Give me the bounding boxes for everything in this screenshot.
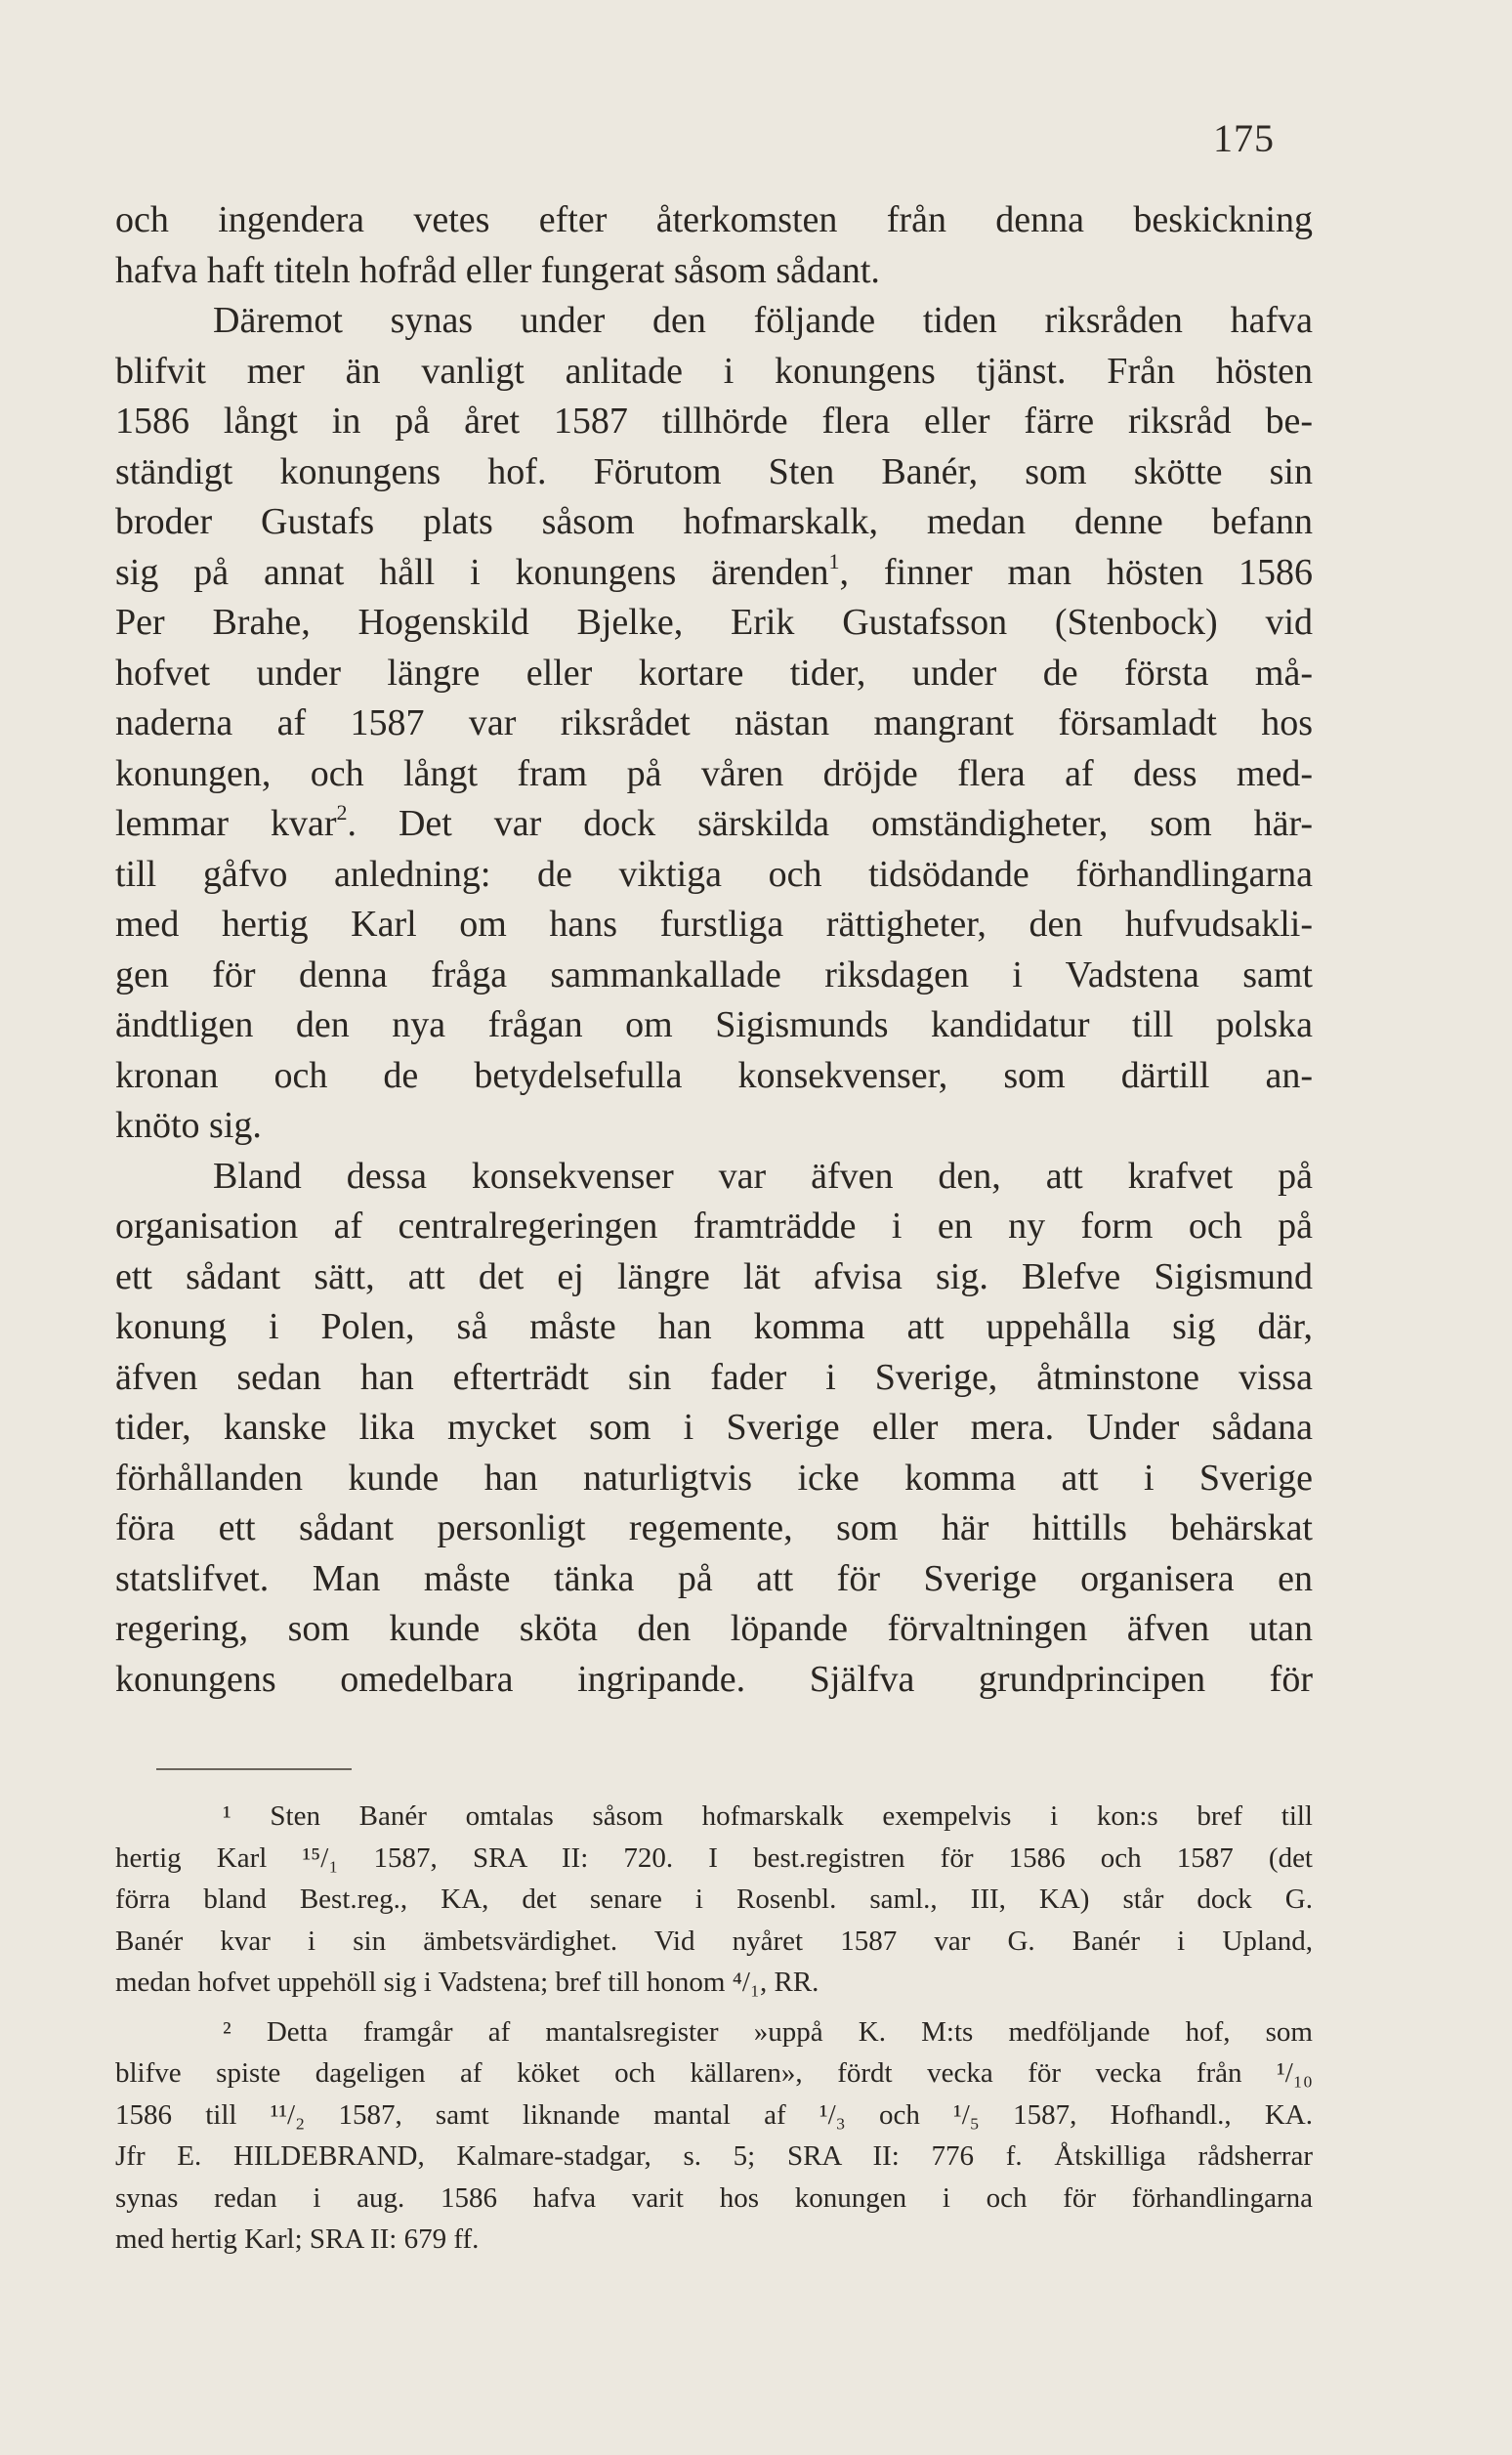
text-line [115,1554,1313,1605]
main-text [115,195,1313,1705]
text-line-content: regering, som kunde sköta den löpande förvaltningen äfven utan [115,1608,1313,1649]
footnote-line: 1586 till ¹¹/₂ 1587, samt liknande mantal af ¹/₃ och ¹/₅ 1587, Hofhandl., KA. [115,2098,1313,2131]
text-line [115,548,1313,599]
text-line-content: hofvet under längre eller kortare tider, under de första må- [115,652,1313,694]
text-line [115,1503,1313,1554]
text-line [115,1202,1313,1252]
footnote-2 [115,2011,1313,2261]
text-line-content: konungens omedelbara ingripande. Själfva grundprincipen för [115,1658,1313,1700]
text-line [115,296,1313,347]
text-line-content: Däremot synas under den följande tiden riksråden hafva [213,300,1313,341]
footnote-line: ¹ Sten Banér omtalas såsom hofmarskalk exempelvis i kon:s bref till [223,1800,1313,1832]
footnote-line: med hertig Karl; SRA II: 679 ff. [115,2223,480,2255]
footnote-line: ² Detta framgår af mantalsregister »uppå K. M:ts medföljande hof, som [223,2015,1313,2048]
text-line-content: tider, kanske lika mycket som i Sverige eller mera. Under sådana [115,1407,1313,1448]
text-line [115,799,1313,850]
text-line [115,1252,1313,1303]
text-line-content: naderna af 1587 var riksrådet nästan mangrant församladt hos [115,702,1313,743]
footnote-line: blifve spiste dageligen af köket och källaren», fördt vecka för vecka från ¹/₁₀ [115,2057,1313,2089]
footnote-line: medan hofvet uppehöll sig i Vadstena; bref till honom ⁴/₁, RR. [115,1967,819,1998]
text-line [115,850,1313,901]
text-line-content: blifvit mer än vanligt anlitade i konungens tjänst. Från hösten [115,350,1313,392]
text-line-content: med hertig Karl om hans furstliga rättigheter, den hufvudsakli- [115,904,1313,945]
text-line-content: knöto sig. [115,1105,262,1146]
page-number: 175 [1213,116,1275,160]
footnotes [115,1796,1313,2261]
text-line-content: statslifvet. Man måste tänka på att för Sverige organisera en [115,1557,1313,1599]
text-line [115,1454,1313,1504]
footnote-gap [115,2004,1313,2011]
text-line [115,1101,1313,1152]
text-line [115,698,1313,749]
text-line [115,1403,1313,1454]
text-line [115,447,1313,498]
text-line-content: ständigt konungens hof. Förutom Sten Banér, som skötte sin [115,450,1313,492]
footnote-line: förra bland Best.reg., KA, det senare i Rosenbl. saml., III, KA) står dock G. [115,1884,1313,1915]
text-line [115,1152,1313,1203]
text-line-content: konung i Polen, så måste han komma att uppehålla sig där, [115,1306,1313,1347]
text-line-content: kronan och de betydelsefulla konsekvenser, som därtill an- [115,1054,1313,1096]
footnote-reference: 2 [336,800,348,825]
text-line [115,347,1313,398]
text-line-content: och ingendera vetes efter återkomsten från denna beskickning [115,199,1313,240]
footnote-line: Banér kvar i sin ämbetsvärdighet. Vid nyåret 1587 var G. Banér i Upland, [115,1925,1313,1957]
text-line-content: förhållanden kunde han naturligtvis icke komma att i Sverige [115,1457,1313,1499]
text-line-content: Bland dessa konsekvenser var äfven den, att krafvet på [213,1155,1313,1197]
text-line-content: hafva haft titeln hofråd eller fungerat såsom sådant. [115,249,880,291]
text-line-content: föra ett sådant personligt regemente, som här hittills behärskat [115,1507,1313,1548]
text-line [115,1655,1313,1706]
text-line-continuation: , finner man hösten 1586 [839,551,1313,593]
text-line-content: Per Brahe, Hogenskild Bjelke, Erik Gustafsson (Stenbock) vid [115,602,1313,643]
footnote-divider [156,1768,352,1770]
text-line [115,1353,1313,1404]
footnote-line: hertig Karl ¹⁵/₁ 1587, SRA II: 720. I best.registren för 1586 och 1587 (det [115,1841,1313,1874]
text-line-content: sig på annat håll i konungens ärenden [115,551,829,593]
text-line [115,951,1313,1001]
text-line [115,900,1313,951]
text-line [115,1302,1313,1353]
text-line-content: konungen, och långt fram på våren dröjde flera af dess med- [115,752,1313,794]
text-line-content: gen för denna fråga sammankallade riksdagen i Vadstena samt [115,953,1313,995]
text-line [115,246,1313,297]
text-line [115,598,1313,649]
footnote-1 [115,1796,1313,2004]
text-line [115,1051,1313,1102]
text-line [115,649,1313,699]
text-line [115,195,1313,246]
footnote-line: Jfr E. HILDEBRAND, Kalmare-stadgar, s. 5; SRA II: 776 f. Åtskilliga rådsherrar [115,2140,1313,2172]
text-line-content: 1586 långt in på året 1587 tillhörde flera eller färre riksråd be- [115,401,1313,442]
text-line-continuation: . Det var dock särskilda omständigheter, som här- [347,803,1313,844]
text-line-content: lemmar kvar [115,803,337,844]
text-line [115,1000,1313,1051]
text-line-content: organisation af centralregeringen framträdde i en ny form och på [115,1206,1313,1247]
text-line-content: ett sådant sätt, att det ej längre lät afvisa sig. Blefve Sigismund [115,1255,1313,1297]
text-line [115,397,1313,447]
text-line-content: ändtligen den nya frågan om Sigismunds kandidatur till polska [115,1004,1313,1045]
footnote-reference: 1 [828,548,840,573]
text-line [115,497,1313,548]
text-line-content: äfven sedan han efterträdt sin fader i Sverige, åtminstone vissa [115,1356,1313,1398]
text-line [115,1604,1313,1655]
text-line-content: till gåfvo anledning: de viktiga och tidsödande förhandlingarna [115,853,1313,895]
text-line [115,749,1313,800]
footnote-line: synas redan i aug. 1586 hafva varit hos konungen i och för förhandlingarna [115,2181,1313,2214]
text-line-content: broder Gustafs plats såsom hofmarskalk, medan denne befann [115,501,1313,542]
